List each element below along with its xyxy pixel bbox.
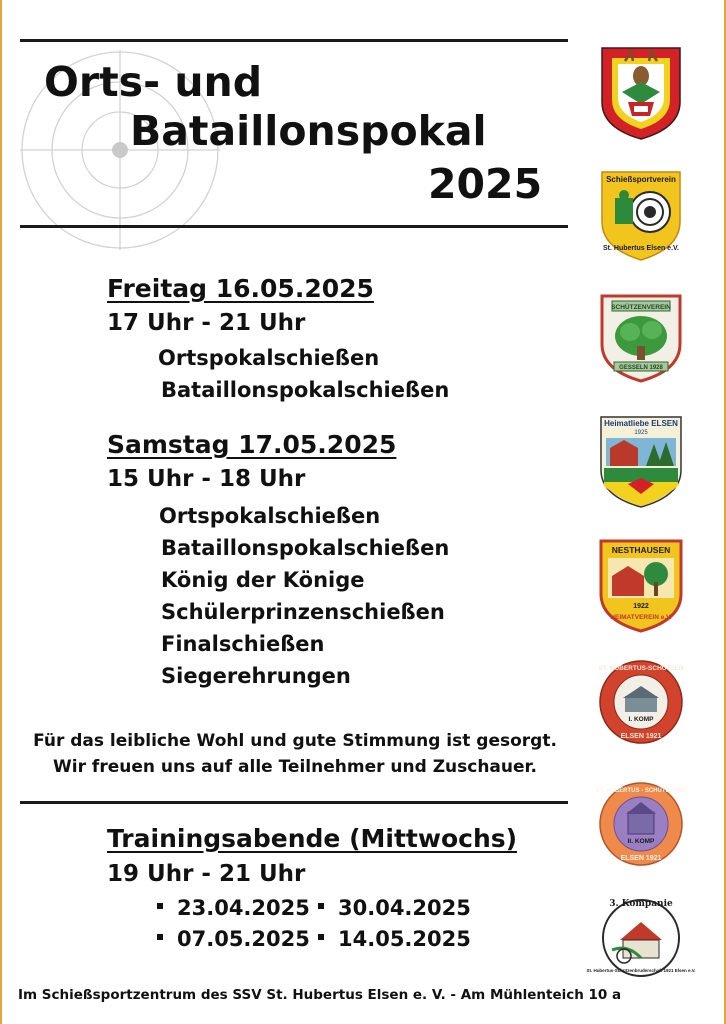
first-company-center: I. KOMP: [628, 716, 654, 723]
ssv-logo-text: Schießsportverein: [606, 175, 676, 184]
first-company-badge-logo: [598, 658, 684, 746]
bullet-icon: [318, 903, 324, 909]
friday-heading: Freitag 16.05.2025: [107, 274, 374, 303]
first-company-ring-bottom: ELSEN 1921: [620, 733, 662, 740]
saturday-event: Finalschießen: [161, 632, 325, 656]
heimatliebe-banner: Heimatliebe ELSEN: [604, 419, 678, 428]
training-heading: Trainingsabende (Mittwochs): [107, 824, 518, 853]
friday-event: Bataillonspokalschießen: [161, 378, 450, 402]
date-value: 23.04.2025: [177, 896, 310, 920]
gesseln-banner-bottom: GESSELN 1928: [619, 365, 663, 371]
saturday-event: Ortspokalschießen: [159, 504, 381, 528]
training-time: 19 Uhr - 21 Uhr: [107, 861, 306, 887]
top-divider: [20, 39, 568, 42]
third-company-top: 3. Kompanie: [609, 899, 673, 909]
saturday-time: 15 Uhr - 18 Uhr: [107, 466, 306, 492]
heimatliebe-year: 1925: [634, 430, 648, 436]
training-date: [318, 896, 471, 920]
elsen-coat-of-arms-logo: [598, 44, 684, 142]
training-divider: [20, 801, 568, 804]
oak-tree-shield-icon: [598, 292, 684, 384]
ssv-logo-ring-text: St. Hubertus Elsen e.V.: [603, 245, 679, 252]
second-company-badge-icon: [595, 780, 687, 868]
bullet-icon: [157, 903, 163, 909]
footer-address: Im Schießsportzentrum des SSV St. Hubertus Elsen e. V. - Am Mühlenteich 10 a: [18, 987, 622, 1003]
schuetzenverein-gesseln-logo: [598, 292, 684, 384]
second-company-center: II. KOMP: [627, 838, 655, 845]
saturday-event: Siegerehrungen: [161, 664, 351, 688]
nesthausen-shield-icon: [598, 538, 684, 634]
note-line-2: Wir freuen uns auf alle Teilnehmer und Zuschauer.: [53, 757, 537, 777]
third-company-badge-icon: [586, 892, 696, 980]
nesthausen-ribbon: HEIMATVEREIN e.V.: [610, 614, 672, 621]
nesthausen-banner: NESTHAUSEN: [611, 545, 671, 555]
first-company-badge-icon: [598, 658, 684, 746]
saturday-event: König der Könige: [161, 568, 365, 592]
friday-time: 17 Uhr - 21 Uhr: [107, 310, 306, 336]
saturday-event: Bataillonspokalschießen: [161, 536, 450, 560]
gesseln-banner-top: SCHÜTZENVEREIN: [611, 304, 671, 311]
second-company-badge-logo: [595, 780, 687, 868]
training-date: [157, 927, 310, 951]
note-line-1: Für das leibliche Wohl und gute Stimmung ist gesorgt.: [33, 731, 557, 751]
third-company-ring: St. Hubertus-Schützenbruderschaft 1921 Elsen e.V.: [586, 968, 696, 973]
first-company-ring-top: ST. HUBERTUS-SCHÜTZEN: [598, 665, 684, 672]
nesthausen-heimatverein-logo: [598, 538, 684, 634]
saturday-event: Schülerprinzenschießen: [161, 600, 445, 624]
second-company-ring-bottom: ELSEN 1921: [620, 855, 662, 862]
friday-event: Ortspokalschießen: [158, 346, 380, 370]
bullet-icon: [157, 934, 163, 940]
third-company-badge-logo: [586, 892, 696, 980]
title-divider: [20, 225, 568, 228]
coat-of-arms-icon: [598, 44, 684, 142]
page-border-left: [0, 0, 2, 1024]
ssv-hubertus-logo: [598, 168, 684, 263]
nesthausen-year: 1922: [633, 603, 649, 610]
saturday-heading: Samstag 17.05.2025: [107, 430, 397, 459]
heimatliebe-shield-icon: [598, 414, 684, 510]
ssv-shield-icon: [598, 168, 684, 263]
bullet-icon: [318, 934, 324, 940]
training-date: [318, 927, 471, 951]
title-line-2: Bataillonspokal: [130, 107, 487, 155]
second-company-ring-top: ST. HUBERTUS - SCHÜTZENBR: [595, 788, 687, 794]
date-value: 07.05.2025: [177, 927, 310, 951]
training-date: [157, 896, 310, 920]
heimatliebe-elsen-logo: [598, 414, 684, 510]
date-value: 30.04.2025: [338, 896, 471, 920]
title-year: 2025: [428, 160, 543, 208]
date-value: 14.05.2025: [338, 927, 471, 951]
title-line-1: Orts- und: [44, 58, 263, 106]
